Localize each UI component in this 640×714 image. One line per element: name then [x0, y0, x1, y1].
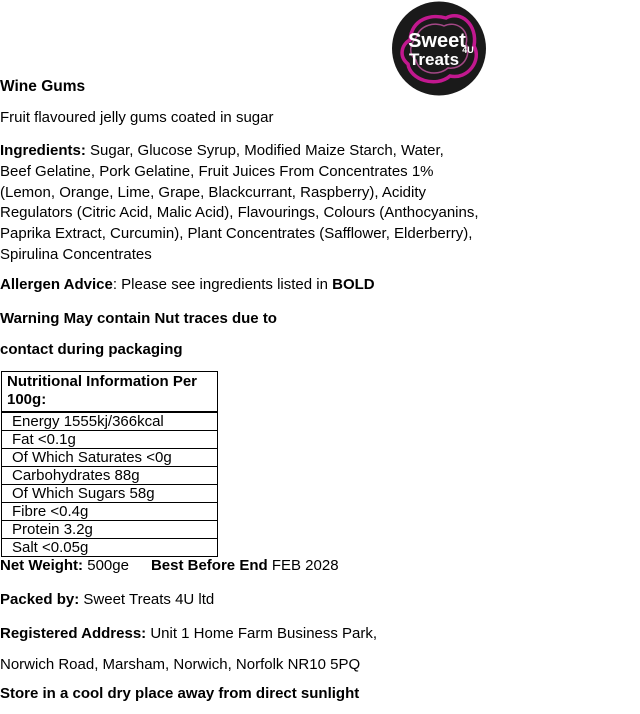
net-weight-label: Net Weight:: [0, 557, 84, 574]
storage-instructions: Store in a cool dry place away from direct sunlight: [0, 685, 360, 702]
ingredients-block: [0, 141, 500, 266]
table-row: [2, 503, 218, 521]
logo-suffix: 4U: [462, 45, 474, 55]
packed-by-value: Sweet Treats 4U ltd: [79, 591, 215, 608]
best-before-value: FEB 2028: [267, 557, 339, 574]
registered-address-line1: [0, 625, 377, 642]
nutrition-cell: Of Which Saturates <0g: [2, 449, 218, 467]
ingredients-line: Paprika Extract, Curcumin), Plant Concentrates (Safflower, Elderberry),: [0, 225, 473, 243]
product-description: Fruit flavoured jelly gums coated in sugar: [0, 109, 274, 126]
ingredients-line: Regulators (Citric Acid, Malic Acid), Flavourings, Colours (Anthocyanins,: [0, 204, 479, 222]
nutrition-cell: Protein 3.2g: [2, 521, 218, 539]
allergen-label: Allergen Advice: [0, 276, 113, 293]
logo-line2: Treats: [408, 50, 460, 69]
warning-label: Warning: [0, 310, 60, 327]
table-row: [2, 485, 218, 503]
logo-line1: Sweet: [408, 30, 466, 52]
ingredients-line: Sugar, Glucose Syrup, Modified Maize Starch, Water,: [90, 142, 444, 159]
product-title: Wine Gums: [0, 78, 86, 95]
packed-by: [0, 591, 214, 608]
address-line1: Unit 1 Home Farm Business Park,: [146, 625, 378, 642]
nutrition-cell: Carbohydrates 88g: [2, 467, 218, 485]
nutrition-cell: Salt <0.05g: [2, 539, 218, 557]
table-row: [2, 467, 218, 485]
table-row: [2, 412, 218, 431]
registered-address-line2: Norwich Road, Marsham, Norwich, Norfolk NR10 5PQ: [0, 656, 361, 673]
packed-by-label: Packed by:: [0, 591, 80, 608]
nutrition-table: [1, 371, 218, 557]
nutrition-cell: Fibre <0.4g: [2, 503, 218, 521]
nutrition-cell: Energy 1555kj/366kcal: [2, 412, 218, 431]
net-weight-value: 500ge: [83, 557, 129, 574]
ingredients-line: Beef Gelatine, Pork Gelatine, Fruit Juices From Concentrates 1%: [0, 162, 434, 180]
address-label: Registered Address:: [0, 625, 147, 642]
allergen-text: : Please see ingredients listed in: [112, 276, 333, 293]
brand-logo: [390, 0, 488, 97]
warning-line1: [0, 310, 277, 327]
nutrition-cell: Fat <0.1g: [2, 431, 218, 449]
ingredients-line: (Lemon, Orange, Lime, Grape, Blackcurrant, Raspberry), Acidity: [0, 183, 427, 201]
warning-line2: contact during packaging: [0, 341, 183, 358]
nutrition-header: Nutritional Information Per 100g:: [2, 372, 218, 413]
table-row: [2, 449, 218, 467]
table-row: [2, 521, 218, 539]
ingredients-label: Ingredients:: [0, 142, 86, 159]
allergen-emphasis: BOLD: [332, 276, 375, 293]
weight-and-date: [0, 557, 339, 574]
nutrition-cell: Of Which Sugars 58g: [2, 485, 218, 503]
allergen-advice: [0, 276, 375, 293]
table-row: [2, 431, 218, 449]
best-before-label: Best Before End: [150, 557, 268, 574]
table-row: [2, 539, 218, 557]
warning-text: May contain Nut traces due to: [59, 310, 277, 327]
ingredients-line: Spirulina Concentrates: [0, 245, 152, 263]
